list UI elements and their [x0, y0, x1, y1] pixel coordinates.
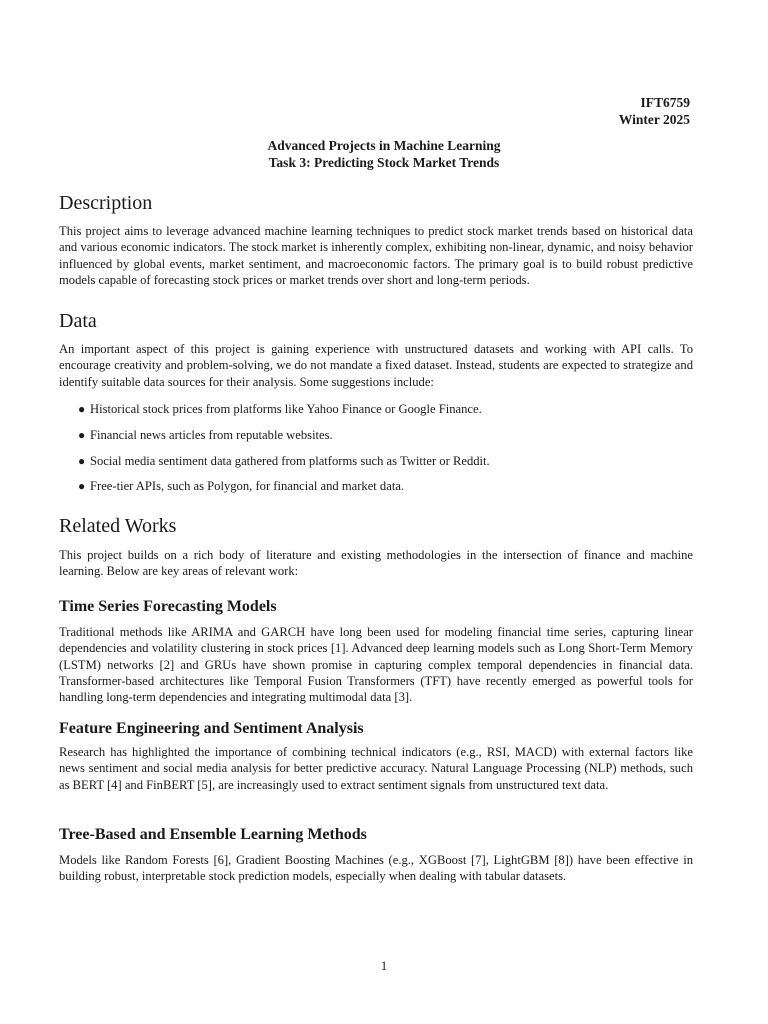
- page-number: 1: [380, 959, 388, 973]
- description-heading: Description: [59, 192, 153, 214]
- tree-based-heading: Tree-Based and Ensemble Learning Methods: [59, 826, 367, 843]
- time-series-heading: Time Series Forecasting Models: [59, 598, 277, 615]
- list-item: [59, 401, 693, 427]
- tree-based-paragraph: Models like Random Forests [6], Gradient Boosting Machines (e.g., XGBoost [7], LightGBM [8]) have been effective in building robust, interpretable stock prediction models, especially when dealing with tabular datasets.: [59, 853, 693, 884]
- related-works-intro: This project builds on a rich body of literature and existing methodologies in the intersection of finance and machine learning. Below are key areas of relevant work:: [59, 548, 693, 579]
- list-item: [59, 478, 693, 504]
- list-item: [59, 453, 693, 479]
- list-item-text: Historical stock prices from platforms like Yahoo Finance or Google Finance.: [90, 402, 482, 416]
- feature-engineering-paragraph: Research has highlighted the importance of combining technical indicators (e.g., RSI, MACD) with external factors like news sentiment and social media analysis for better predictive accuracy. Natural Language Processing (NLP) methods, such as BERT [4] and FinBERT [5], are increasingly used to extract sentiment signals from unstructured text data.: [59, 745, 693, 792]
- description-paragraph: This project aims to leverage advanced machine learning techniques to predict stock market trends based on historical data and various economic indicators. The stock market is inherently complex, exhibiting non-linear, dynamic, and noisy behavior influenced by global events, market sentiment, and macroeconomic factors. The primary goal is to build robust predictive models capable of forecasting stock prices or market trends over short and long-term periods.: [59, 224, 693, 287]
- data-suggestion-list: [59, 401, 693, 504]
- course-code: IFT6759: [640, 95, 690, 110]
- data-paragraph: An important aspect of this project is gaining experience with unstructured datasets and working with API calls. To encourage creativity and problem-solving, we do not mandate a fixed dataset. Instead, students are expected to strategize and identify suitable data sources for their analysis. Some suggestions include:: [59, 342, 693, 389]
- bullet-icon: ●: [78, 453, 86, 468]
- bullet-icon: ●: [78, 479, 86, 494]
- feature-engineering-heading: Feature Engineering and Sentiment Analysis: [59, 720, 364, 737]
- related-works-heading: Related Works: [59, 515, 177, 537]
- time-series-paragraph: Traditional methods like ARIMA and GARCH have long been used for modeling financial time series, capturing linear dependencies and volatility clustering in stock prices [1]. Advanced deep learning models such as Long Short-Term Memory (LSTM) networks [2] and GRUs have shown promise in capturing complex temporal dependencies in financial data. Transformer-based architectures like Temporal Fusion Transformers (TFT) have recently emerged as powerful tools for handling long-term dependencies and integrating multimodal data [3].: [59, 625, 693, 705]
- course-title: Advanced Projects in Machine Learning: [267, 138, 501, 153]
- course-term: Winter 2025: [618, 112, 690, 127]
- list-item: [59, 427, 693, 453]
- list-item-text: Financial news articles from reputable websites.: [90, 427, 333, 442]
- data-heading: Data: [59, 310, 97, 332]
- document-title: [0, 137, 768, 171]
- bullet-icon: ●: [78, 402, 86, 416]
- bullet-icon: ●: [78, 427, 86, 442]
- course-info: [619, 94, 690, 128]
- task-title: Task 3: Predicting Stock Market Trends: [268, 155, 500, 170]
- list-item-text: Social media sentiment data gathered from platforms such as Twitter or Reddit.: [90, 453, 490, 468]
- list-item-text: Free-tier APIs, such as Polygon, for financial and market data.: [90, 479, 405, 494]
